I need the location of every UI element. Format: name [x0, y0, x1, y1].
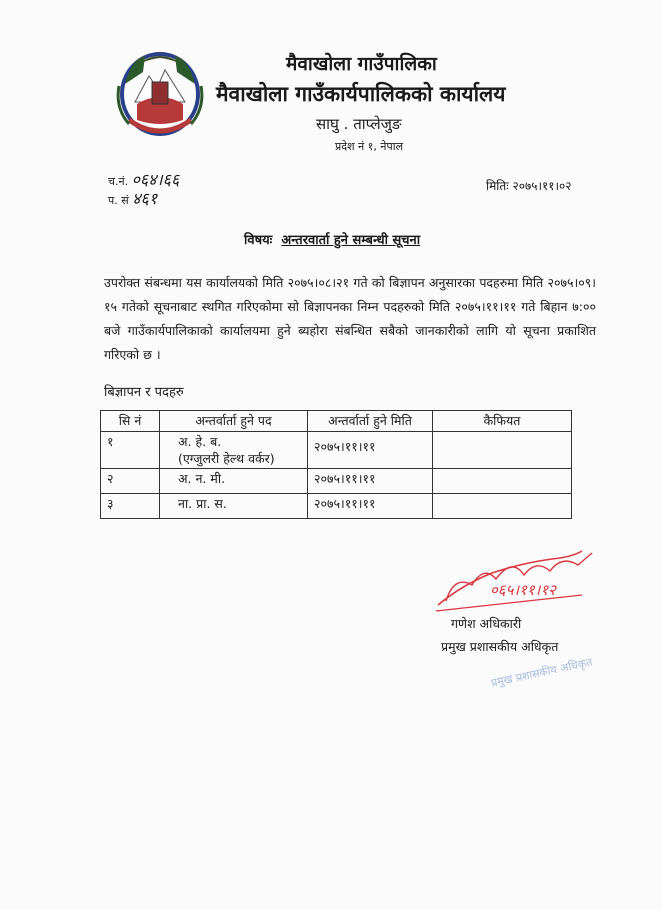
interview-posts-table	[100, 410, 572, 519]
col-header-sn: सि नं	[101, 411, 160, 432]
table-row	[101, 494, 572, 519]
subject-line: विषयः अन्तरवार्ता हुने सम्बन्धी सूचना	[244, 233, 421, 248]
cell-remark	[433, 432, 572, 469]
col-header-date: अन्तर्वार्ता हुने मिति	[308, 411, 433, 432]
table-row	[101, 432, 572, 469]
table-row	[101, 469, 572, 494]
office-stamp: प्रमुख प्रशासकीय अधिकृत	[489, 655, 594, 690]
cell-remark	[433, 494, 572, 519]
signatory-title: प्रमुख प्रशासकीय अधिकृत	[441, 639, 559, 654]
cell-post	[160, 432, 308, 469]
province-label: प्रदेश नं १, नेपाल	[335, 140, 404, 153]
cell-date: २०७५।११।११	[308, 469, 433, 494]
signatory-name: गणेश अधिकारी	[451, 616, 522, 631]
handwritten-signature	[432, 545, 602, 615]
cell-post: ना. प्रा. स.	[160, 494, 308, 519]
office-name: मैवाखोला गाउँकार्यपालिकको कार्यालय	[216, 82, 506, 106]
table-header-row	[101, 411, 572, 432]
org-name: मैवाखोला गाउँपालिका	[286, 53, 437, 75]
office-location: साघु . ताप्लेजुङ	[316, 115, 402, 133]
post-subname: (एग्जुलरी हेल्थ वर्कर)	[178, 451, 275, 466]
cell-remark	[433, 469, 572, 494]
col-header-post: अन्तर्वार्ता हुने पद	[160, 411, 308, 432]
cell-sn: ३	[101, 494, 160, 519]
cell-date: २०७५।११।११	[308, 494, 433, 519]
cell-date: २०७५।११।११	[308, 432, 433, 469]
cell-post: अ. न. मी.	[160, 469, 308, 494]
cell-sn: १	[101, 432, 160, 469]
letter-number: च.नं. ०६४।६६	[108, 170, 180, 189]
signature-date: ०६५।११।१२	[490, 581, 556, 599]
col-header-remark: कैफियत	[433, 411, 572, 432]
notice-body: उपरोक्त संबन्धमा यस कार्यालयको मिति २०७५।०८।२१ गते को बिज्ञापन अनुसारका पदहरुमा मिति २०७५।०९।१५ गतेको सूचनाबाट स्थगित गरिएकोमा सो बिज्ञापनका निम्न पदहरुको मिति २०७५।११।११ गते बिहान ७:०० बजे गाउँकार्यपालिकाको कार्यालयमा हुने ब्यहोरा संबन्धित सबैको जानकारीको लागि यो सूचना प्रकाशित गरिएको छ ।	[104, 275, 596, 362]
dispatch-number: प. सं ४६१	[108, 189, 158, 208]
table-title: बिज्ञापन र पदहरु	[104, 385, 184, 400]
cell-sn: २	[101, 469, 160, 494]
post-name: अ. हे. ब.	[178, 434, 222, 449]
letter-date: मितिः २०७५।११।०२	[486, 179, 572, 193]
nepal-emblem-logo	[115, 42, 205, 140]
